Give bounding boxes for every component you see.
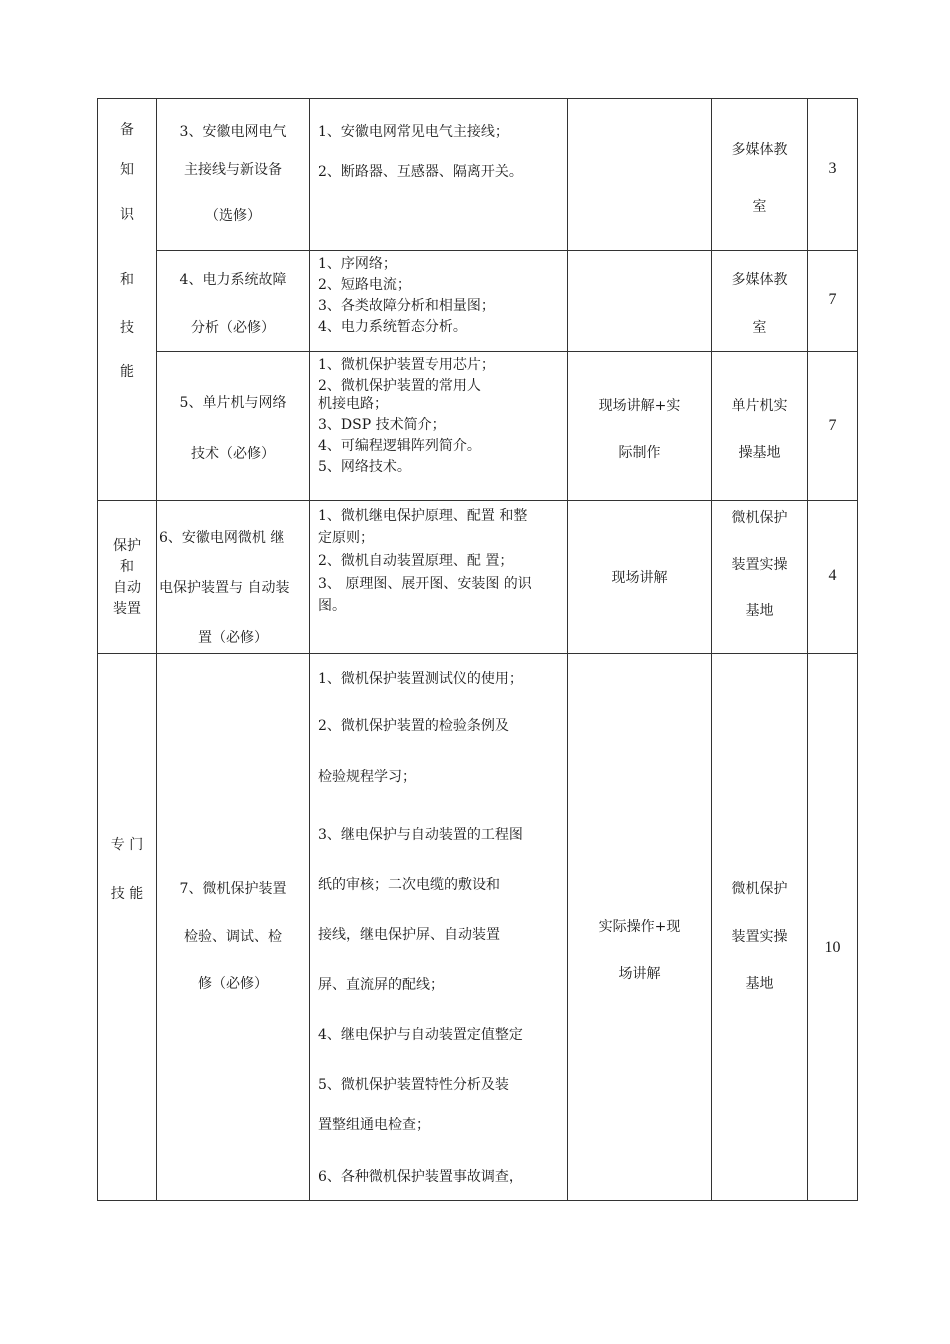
content-line: 1、微机保护装置专用芯片；	[318, 357, 495, 373]
module-cell	[157, 352, 310, 501]
module-line: 修（必修）	[198, 976, 268, 992]
location-line: 装置实操	[731, 929, 788, 945]
method-line: 实际操作+现	[598, 919, 681, 935]
category-char: 能	[120, 364, 134, 380]
content-line: 检验规程学习；	[318, 769, 416, 785]
content-line: 2、微机自动装置原理、配 置；	[318, 553, 514, 569]
module-line: 5、单片机与网络	[179, 395, 287, 411]
table-row	[98, 99, 858, 251]
location-line: 基地	[745, 603, 774, 619]
category-line: 自动	[113, 580, 141, 596]
module-line: 7、微机保护装置	[179, 881, 287, 897]
module-line: 电保护装置与 自动装	[159, 580, 290, 596]
hours-cell	[808, 352, 858, 501]
category-line: 装置	[113, 601, 141, 617]
category-line: 专 门	[110, 837, 144, 853]
location-line: 装置实操	[731, 557, 788, 573]
method-line: 际制作	[618, 445, 661, 461]
category-char: 和	[120, 272, 134, 288]
hours-value: 10	[824, 939, 841, 956]
content-cell	[310, 352, 568, 501]
category-line: 技 能	[110, 886, 144, 902]
module-cell	[157, 99, 310, 251]
content-line: 图。	[318, 598, 346, 614]
content-line: 1、微机保护装置测试仪的使用；	[318, 671, 523, 687]
module-line: 置（必修）	[198, 630, 268, 646]
module-cell	[157, 654, 310, 1201]
hours-cell	[808, 501, 858, 654]
location-cell	[712, 251, 808, 352]
module-line: （选修）	[205, 208, 261, 224]
location-line: 多媒体教	[731, 272, 788, 288]
hours-value: 7	[828, 291, 837, 308]
module-line: 技术（必修）	[191, 446, 275, 462]
content-cell	[310, 501, 568, 654]
hours-cell	[808, 654, 858, 1201]
content-line: 屏、直流屏的配线；	[318, 977, 444, 993]
content-line: 2、短路电流；	[318, 277, 411, 293]
category-line: 和	[120, 559, 134, 575]
method-line: 现场讲解	[611, 570, 668, 586]
category-char: 识	[120, 207, 134, 223]
location-line: 室	[752, 320, 767, 336]
content-line: 机接电路；	[318, 396, 388, 412]
content-line: 接线，继电保护屏、自动装置	[318, 927, 500, 943]
category-char: 技	[120, 320, 134, 336]
curriculum-table	[97, 98, 858, 1201]
content-line: 1、安徽电网常见电气主接线；	[318, 124, 509, 140]
content-line: 4、继电保护与自动装置定值整定	[318, 1027, 523, 1043]
content-line: 3、各类故障分析和相量图；	[318, 298, 495, 314]
method-line: 现场讲解+实	[598, 398, 681, 414]
content-line: 3、 原理图、展开图、安装图 的识	[318, 576, 532, 592]
category-cell	[98, 99, 157, 501]
location-cell	[712, 352, 808, 501]
method-cell	[568, 352, 712, 501]
content-line: 1、序网络；	[318, 256, 397, 272]
table-row	[98, 654, 858, 1201]
hours-cell	[808, 99, 858, 251]
content-cell	[310, 654, 568, 1201]
content-line: 1、微机继电保护原理、配置 和整	[318, 508, 528, 524]
table-row	[98, 251, 858, 352]
content-line: 5、微机保护装置特性分析及装	[318, 1077, 509, 1093]
content-cell	[310, 251, 568, 352]
method-line: 场讲解	[618, 966, 661, 982]
content-line: 置整组通电检查；	[318, 1117, 430, 1133]
module-cell	[157, 251, 310, 352]
category-cell	[98, 654, 157, 1201]
module-line: 6、安徽电网微机 继	[159, 530, 285, 546]
table-row	[98, 501, 858, 654]
module-line: 3、安徽电网电气	[179, 124, 287, 140]
table-row	[98, 352, 858, 501]
content-line: 3、继电保护与自动装置的工程图	[318, 827, 523, 843]
module-cell	[157, 501, 310, 654]
method-cell	[568, 99, 712, 251]
content-cell	[310, 99, 568, 251]
method-cell	[568, 501, 712, 654]
hours-value: 7	[828, 417, 837, 434]
content-line: 5、网络技术。	[318, 459, 411, 475]
location-line: 多媒体教	[731, 142, 788, 158]
content-line: 4、可编程逻辑阵列简介。	[318, 438, 481, 454]
location-line: 操基地	[738, 445, 781, 461]
content-line: 6、各种微机保护装置事故调查，	[318, 1169, 523, 1185]
location-line: 室	[752, 199, 767, 215]
content-line: 3、DSP 技术简介；	[318, 417, 446, 433]
category-char: 知	[120, 162, 134, 178]
method-cell	[568, 654, 712, 1201]
location-cell	[712, 654, 808, 1201]
hours-cell	[808, 251, 858, 352]
module-line: 检验、调试、检	[184, 929, 282, 945]
method-cell	[568, 251, 712, 352]
module-line: 主接线与新设备	[184, 162, 282, 178]
content-line: 定原则；	[318, 530, 374, 546]
content-line: 2、微机保护装置的检验条例及	[318, 718, 509, 734]
content-line: 4、电力系统暂态分析。	[318, 319, 467, 335]
module-line: 4、电力系统故障	[179, 272, 287, 288]
hours-value: 4	[828, 567, 837, 584]
module-line: 分析（必修）	[191, 320, 275, 336]
content-line: 纸的审核；二次电缆的敷设和	[318, 877, 500, 893]
location-cell	[712, 501, 808, 654]
location-line: 微机保护	[731, 881, 788, 897]
location-line: 单片机实	[731, 398, 788, 414]
location-line: 基地	[745, 976, 774, 992]
location-line: 微机保护	[731, 510, 788, 526]
category-line: 保护	[113, 538, 141, 554]
hours-value: 3	[828, 160, 837, 177]
content-line: 2、断路器、互感器、隔离开关。	[318, 164, 523, 180]
location-cell	[712, 99, 808, 251]
category-cell	[98, 501, 157, 654]
content-line: 2、微机保护装置的常用人	[318, 378, 481, 394]
category-char: 备	[120, 122, 134, 138]
